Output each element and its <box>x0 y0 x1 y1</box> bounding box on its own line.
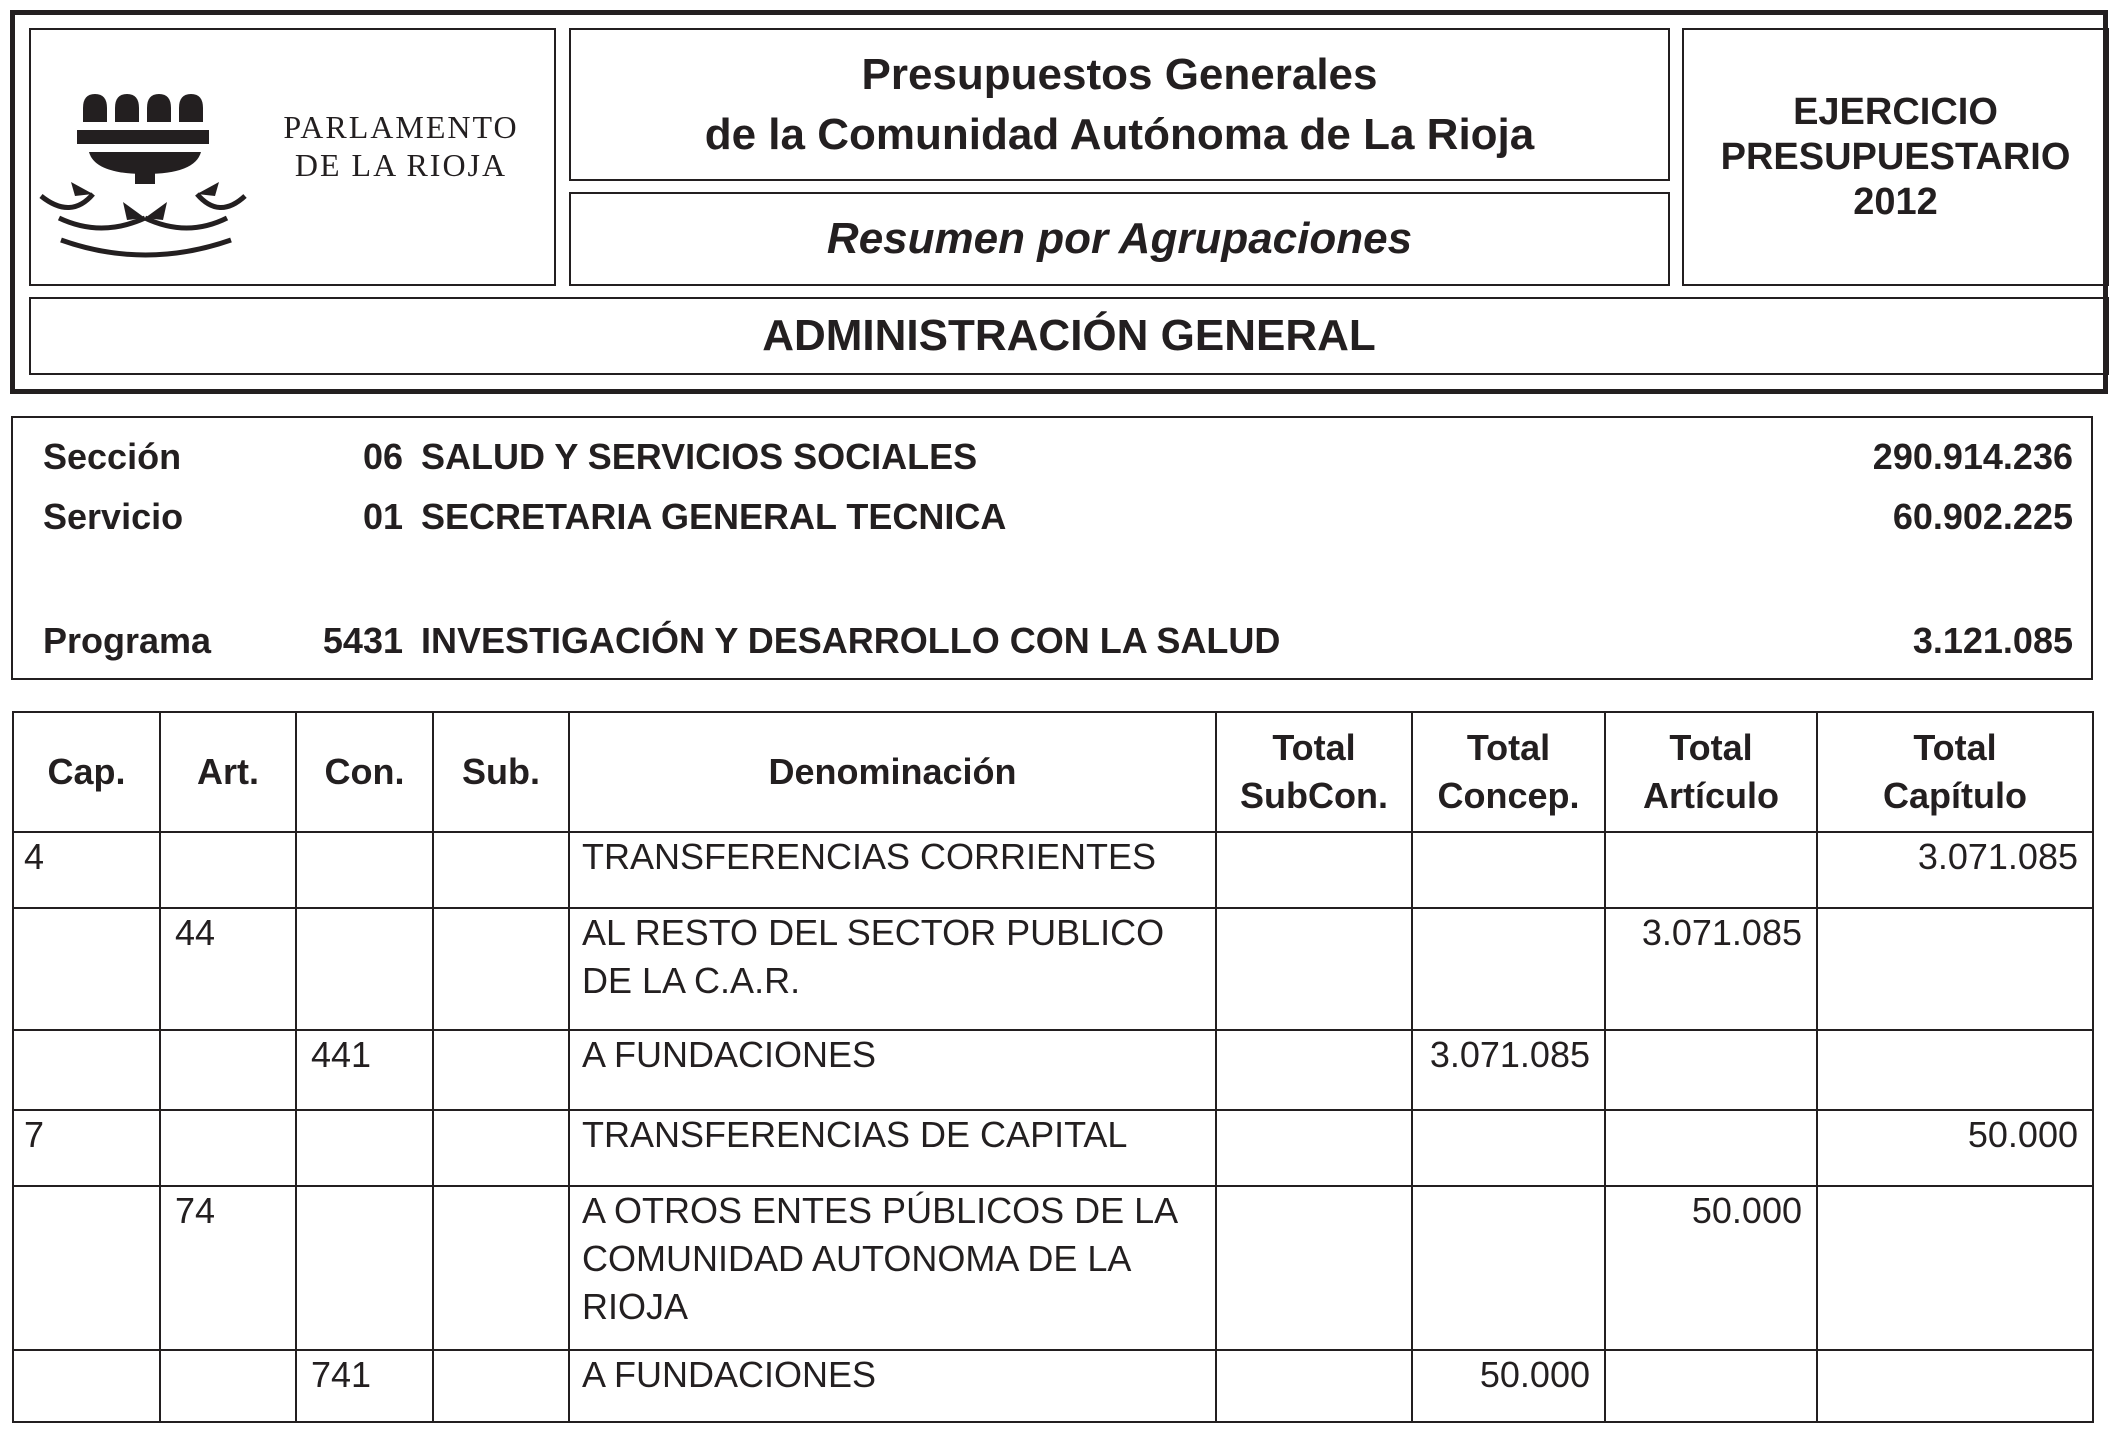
cell-cap <box>13 1030 160 1110</box>
table-row <box>13 908 2093 1030</box>
header-total-capitulo-line-2: Capítulo <box>1883 775 2027 816</box>
servicio-code: 01 <box>362 496 403 537</box>
servicio-label: Servicio <box>43 496 184 537</box>
servicio-amount: 60.902.225 <box>1892 496 2073 537</box>
cell-total-concep: 3.071.085 <box>1412 1030 1605 1110</box>
cell-sub <box>433 908 569 1030</box>
header-con: Con. <box>296 712 433 832</box>
cell-total-capitulo: 3.071.085 <box>1817 832 2093 908</box>
cell-total-articulo <box>1605 1350 1817 1422</box>
programa-amount: 3.121.085 <box>1912 620 2073 661</box>
admin-title: ADMINISTRACIÓN GENERAL <box>762 311 1376 360</box>
cell-art <box>160 1030 296 1110</box>
header-total-articulo-line-1: Total <box>1669 727 1753 768</box>
budget-table <box>12 711 2094 1423</box>
cell-total-subcon <box>1216 908 1412 1030</box>
cell-sub <box>433 1186 569 1350</box>
programa-code: 5431 <box>322 620 403 661</box>
admin-box <box>29 297 2109 375</box>
title-box <box>569 28 1670 181</box>
cell-con <box>296 832 433 908</box>
cell-cap <box>13 1350 160 1422</box>
seccion-amount: 290.914.236 <box>1872 436 2073 477</box>
header-total-subcon-line-1: Total <box>1272 727 1356 768</box>
cell-cap <box>13 1186 160 1350</box>
cell-sub <box>433 1350 569 1422</box>
parlamento-name <box>251 108 551 184</box>
header-denominacion: Denominación <box>569 712 1216 832</box>
programa-row <box>13 618 2091 664</box>
header-art: Art. <box>160 712 296 832</box>
page-title-line-1: Presupuestos Generales <box>861 49 1378 99</box>
logo-box <box>29 28 556 286</box>
cell-con <box>296 1186 433 1350</box>
header-cap: Cap. <box>13 712 160 832</box>
subtitle-box <box>569 192 1670 286</box>
cell-total-capitulo <box>1817 908 2093 1030</box>
cell-art <box>160 1110 296 1186</box>
cell-art: 44 <box>160 908 296 1030</box>
seccion-code: 06 <box>362 436 403 477</box>
header-sub: Sub. <box>433 712 569 832</box>
table-row <box>13 1110 2093 1186</box>
header-total-concep <box>1412 712 1605 832</box>
ejercicio-line-1: EJERCICIO <box>1793 90 1998 133</box>
cell-total-subcon <box>1216 1030 1412 1110</box>
cell-art <box>160 832 296 908</box>
ejercicio-line-2: PRESUPUESTARIO <box>1720 135 2071 178</box>
table-row <box>13 832 2093 908</box>
cell-total-concep <box>1412 832 1605 908</box>
header-total-subcon <box>1216 712 1412 832</box>
header-total-concep-line-1: Total <box>1466 727 1551 768</box>
cell-sub <box>433 1030 569 1110</box>
seccion-row <box>13 434 2091 480</box>
header-total-articulo-line-2: Artículo <box>1642 775 1779 816</box>
cell-con <box>296 908 433 1030</box>
cell-denominacion: AL RESTO DEL SECTOR PUBLICO DE LA C.A.R. <box>569 908 1216 1030</box>
parlamento-logo-icon <box>31 70 251 260</box>
header-total-concep-line-2: Concep. <box>1437 775 1580 816</box>
ejercicio-year: 2012 <box>1853 180 1938 223</box>
cell-total-concep <box>1412 1186 1605 1350</box>
cell-total-capitulo: 50.000 <box>1817 1110 2093 1186</box>
cell-denominacion: A FUNDACIONES <box>569 1030 1216 1110</box>
cell-total-articulo: 50.000 <box>1605 1186 1817 1350</box>
cell-total-concep: 50.000 <box>1412 1350 1605 1422</box>
cell-total-capitulo <box>1817 1030 2093 1110</box>
header-total-capitulo-line-1: Total <box>1913 727 1997 768</box>
seccion-name: SALUD Y SERVICIOS SOCIALES <box>421 436 978 477</box>
cell-cap: 4 <box>13 832 160 908</box>
cell-sub <box>433 1110 569 1186</box>
table-row <box>13 1350 2093 1422</box>
table-row <box>13 1186 2093 1350</box>
cell-art: 74 <box>160 1186 296 1350</box>
cell-total-concep <box>1412 908 1605 1030</box>
cell-con: 441 <box>296 1030 433 1110</box>
servicio-row <box>13 494 2091 540</box>
parlamento-line-1: PARLAMENTO <box>283 109 519 145</box>
cell-total-capitulo <box>1817 1186 2093 1350</box>
section-summary <box>11 416 2093 680</box>
page-subtitle: Resumen por Agrupaciones <box>826 214 1413 263</box>
cell-total-articulo <box>1605 1110 1817 1186</box>
cell-total-articulo <box>1605 832 1817 908</box>
header-total-capitulo <box>1817 712 2093 832</box>
cell-cap: 7 <box>13 1110 160 1186</box>
cell-total-capitulo <box>1817 1350 2093 1422</box>
header-total-articulo <box>1605 712 1817 832</box>
cell-denominacion: TRANSFERENCIAS DE CAPITAL <box>569 1110 1216 1186</box>
seccion-label: Sección <box>43 436 182 477</box>
cell-total-subcon <box>1216 1110 1412 1186</box>
cell-denominacion: TRANSFERENCIAS CORRIENTES <box>569 832 1216 908</box>
cell-total-subcon <box>1216 1186 1412 1350</box>
cell-total-articulo: 3.071.085 <box>1605 908 1817 1030</box>
header-total-subcon-line-2: SubCon. <box>1240 775 1388 816</box>
programa-name: INVESTIGACIÓN Y DESARROLLO CON LA SALUD <box>421 620 1281 661</box>
cell-denominacion: A OTROS ENTES PÚBLICOS DE LA COMUNIDAD AUTONOMA DE LA RIOJA <box>569 1186 1216 1350</box>
table-header-row <box>13 712 2093 832</box>
cell-cap <box>13 908 160 1030</box>
cell-total-articulo <box>1605 1030 1817 1110</box>
cell-con: 741 <box>296 1350 433 1422</box>
cell-total-subcon <box>1216 1350 1412 1422</box>
page-title-line-2: de la Comunidad Autónoma de La Rioja <box>704 109 1535 159</box>
cell-denominacion: A FUNDACIONES <box>569 1350 1216 1422</box>
cell-total-concep <box>1412 1110 1605 1186</box>
table-row <box>13 1030 2093 1110</box>
programa-label: Programa <box>43 620 212 661</box>
cell-art <box>160 1350 296 1422</box>
cell-con <box>296 1110 433 1186</box>
cell-total-subcon <box>1216 832 1412 908</box>
parlamento-line-2: DE LA RIOJA <box>294 147 508 183</box>
servicio-name: SECRETARIA GENERAL TECNICA <box>421 496 1007 537</box>
ejercicio-box <box>1682 28 2109 286</box>
cell-sub <box>433 832 569 908</box>
